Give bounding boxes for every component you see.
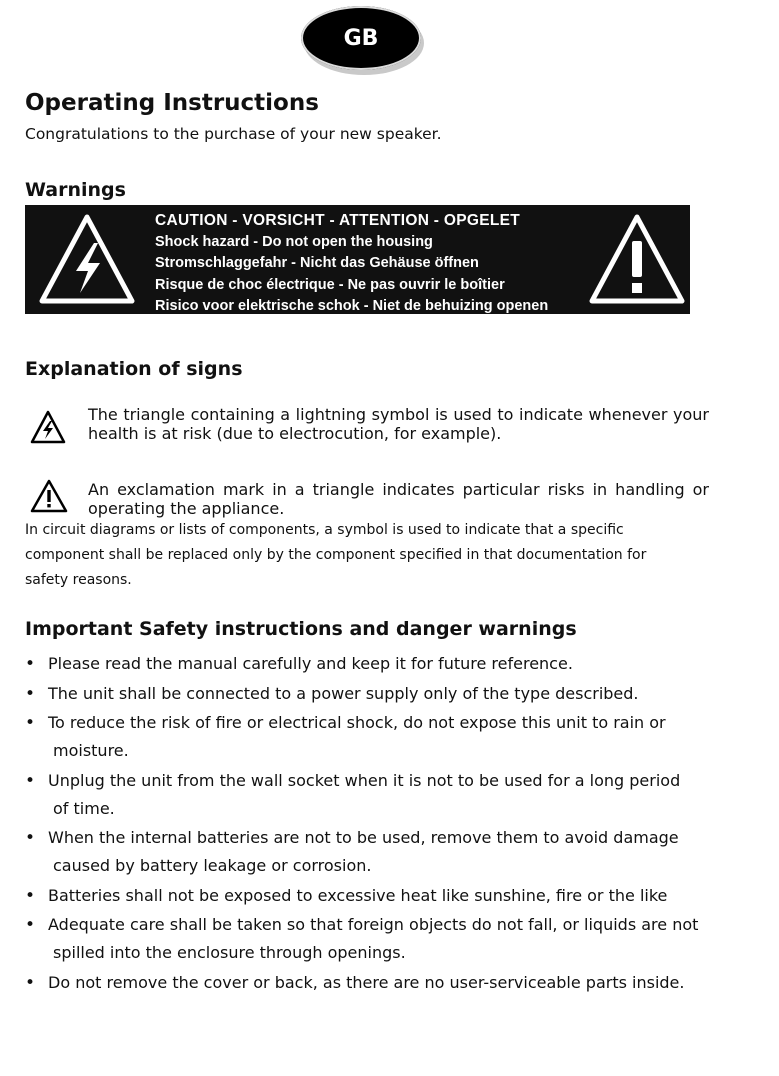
exclamation-triangle-icon [30,479,68,513]
safety-item [25,650,725,678]
exclamation-warning-icon [588,213,686,305]
safety-item-text: To reduce the risk of fire or electrical shock, do not expose this unit to rain or [48,713,666,732]
safety-item [25,709,725,765]
safety-item-continuation: moisture. [53,741,129,760]
components-note [25,518,715,593]
safety-item-text: Unplug the unit from the wall socket when it is not to be used for a long period [48,770,681,790]
safety-item [25,911,725,967]
warnings-heading: Warnings [25,179,126,201]
safety-heading: Important Safety instructions and danger warnings [25,618,577,640]
caution-line: Stromschlaggefahr - Nicht das Gehäuse öffnen [155,255,479,271]
safety-item-text: Adequate care shall be taken so that foreign objects do not fall, or liquids are not [48,915,699,934]
safety-item-text: The unit shall be connected to a power supply only of the type described. [48,683,639,703]
lightning-warning-icon [38,213,136,305]
components-note-line: safety reasons. [25,572,132,588]
caution-text [155,210,548,318]
safety-item-continuation: caused by battery leakage or corrosion. [53,856,372,875]
page-title: Operating Instructions [25,90,319,116]
safety-item-continuation: spilled into the enclosure through openings. [53,943,406,962]
lightning-triangle-icon [30,410,66,444]
caution-line: Shock hazard - Do not open the housing [155,233,433,250]
safety-item-text: Do not remove the cover or back, as there are no user-serviceable parts inside. [48,972,685,992]
caution-line: Risico voor elektrische schok - Niet de behuizing openen [155,298,549,314]
safety-item [25,680,725,708]
caution-line: CAUTION - VORSICHT - ATTENTION - OPGELET [155,212,521,229]
intro-text: Congratulations to the purchase of your new speaker. [25,125,442,143]
lightning-sign-description: The triangle containing a lightning symbol is used to indicate whenever your health is at risk (due to electrocution, for example). [88,405,709,443]
safety-item-text: When the internal batteries are not to be used, remove them to avoid damage [48,828,679,847]
safety-list [25,650,725,998]
safety-item [25,882,725,910]
exclamation-sign-description: An exclamation mark in a triangle indicates particular risks in handling or operating the appliance. [88,480,709,518]
language-badge: GB [301,6,421,70]
safety-item [25,767,725,823]
signs-heading: Explanation of signs [25,358,243,380]
components-note-line: In circuit diagrams or lists of components, a symbol is used to indicate that a specific [25,522,624,538]
safety-item [25,824,725,880]
safety-item-text: Please read the manual carefully and keep it for future reference. [48,654,573,673]
safety-item-text: Batteries shall not be exposed to excessive heat like sunshine, fire or the like [48,885,668,905]
components-note-line: component shall be replaced only by the component specified in that documentation for [25,547,647,563]
safety-item [25,969,725,997]
caution-line: Risque de choc électrique - Ne pas ouvrir le boîtier [155,276,505,293]
caution-label [25,205,690,314]
safety-item-continuation: of time. [53,798,115,818]
